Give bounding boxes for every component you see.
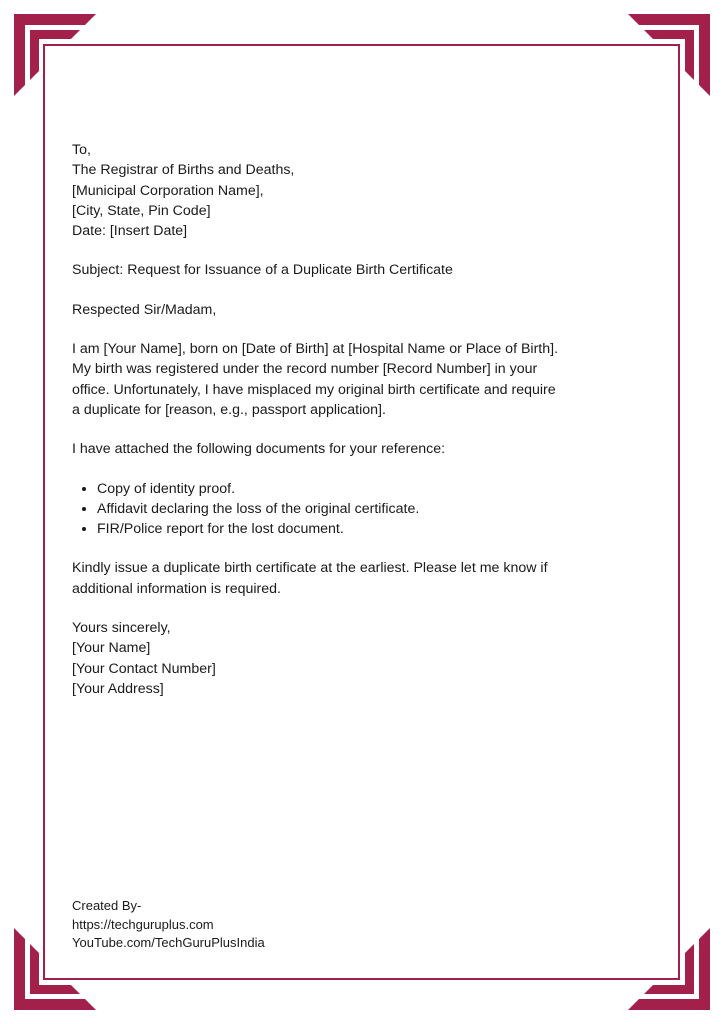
youtube-link[interactable]: YouTube.com/TechGuruPlusIndia bbox=[72, 935, 265, 950]
credits-footer bbox=[72, 897, 472, 953]
corner-ornament-top-left bbox=[0, 0, 98, 98]
letter-date: Date: [Insert Date] bbox=[72, 223, 188, 240]
address-line-2: [Municipal Corporation Name], bbox=[72, 182, 264, 199]
list-item: • Affidavit declaring the loss of the original certificate. bbox=[97, 499, 657, 519]
letter-subject: Subject: Request for Issuance of a Duplicate Birth Certificate bbox=[72, 262, 453, 279]
closing-block bbox=[72, 618, 657, 699]
address-line-1: The Registrar of Births and Deaths, bbox=[72, 162, 295, 179]
paragraph-line: Kindly issue a duplicate birth certificate at the earliest. Please let me know if bbox=[72, 560, 548, 577]
paragraph-line: additional information is required. bbox=[72, 580, 281, 597]
sender-name: [Your Name] bbox=[72, 640, 151, 657]
list-item: • FIR/Police report for the lost document. bbox=[97, 519, 657, 539]
sender-contact: [Your Contact Number] bbox=[72, 660, 216, 677]
address-to: To, bbox=[72, 142, 91, 158]
documents-list bbox=[72, 479, 657, 540]
body-paragraph-2: I have attached the following documents for your reference: bbox=[72, 441, 446, 458]
address-line-3: [City, State, Pin Code] bbox=[72, 202, 211, 219]
paragraph-line: I am [Your Name], born on [Date of Birth] at [Hospital Name or Place of Birth]. bbox=[72, 341, 559, 358]
website-link[interactable]: https://techguruplus.com bbox=[72, 916, 214, 932]
salutation: Respected Sir/Madam, bbox=[72, 301, 217, 318]
sender-address: [Your Address] bbox=[72, 680, 164, 697]
corner-ornament-top-right bbox=[626, 0, 724, 98]
valediction: Yours sincerely, bbox=[72, 620, 171, 637]
created-by-label: Created By- bbox=[72, 898, 142, 913]
paragraph-line: My birth was registered under the record number [Record Number] in your bbox=[72, 361, 538, 378]
paragraph-line: office. Unfortunately, I have misplaced my original birth certificate and require bbox=[72, 381, 556, 398]
recipient-address bbox=[72, 140, 657, 241]
paragraph-line: a duplicate for [reason, e.g., passport application]. bbox=[72, 401, 386, 418]
body-paragraph-3 bbox=[72, 558, 657, 599]
corner-ornament-bottom-right bbox=[626, 926, 724, 1024]
list-item: • Copy of identity proof. bbox=[97, 479, 657, 499]
body-paragraph-1 bbox=[72, 339, 657, 420]
letter-body bbox=[72, 140, 657, 699]
